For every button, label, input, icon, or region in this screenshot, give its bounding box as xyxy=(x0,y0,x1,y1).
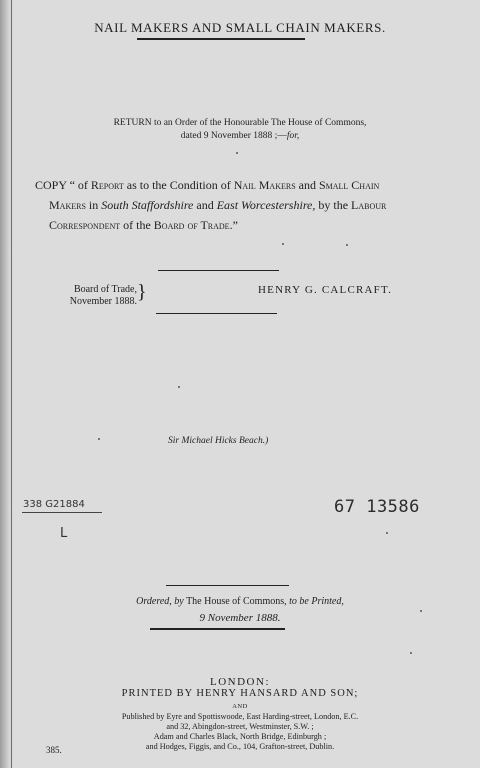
mover-name: Sir Michael Hicks Beach.) xyxy=(168,436,269,446)
return-order xyxy=(70,117,410,143)
handwritten-underline xyxy=(22,512,102,513)
return-order-date: dated 9 November 1888 ;— xyxy=(180,131,287,141)
board-line2: November 1888. xyxy=(69,296,137,307)
paper-speck xyxy=(178,386,180,388)
ordered-date: 9 November 1888. xyxy=(199,612,281,624)
paper-speck xyxy=(236,152,238,154)
imprint-printer: PRINTED BY HENRY HANSARD AND SON; xyxy=(121,688,359,699)
published-line3: Adam and Charles Black, North Bridge, Edinburgh ; xyxy=(153,732,327,741)
ordered-line1 xyxy=(0,594,480,610)
copy-close: .” xyxy=(229,218,238,232)
signature-rule-bottom xyxy=(156,313,277,314)
handwritten-mark: L xyxy=(60,526,68,541)
copy-of-the: of the xyxy=(120,218,154,232)
board-of-trade-dateline xyxy=(59,284,137,308)
paper-speck xyxy=(386,532,388,534)
paper-speck xyxy=(346,244,348,246)
copy-paragraph xyxy=(35,175,435,235)
copy-line1 xyxy=(35,175,435,195)
page-number: 385. xyxy=(46,745,62,755)
copy-lead: COPY “ of xyxy=(35,178,91,192)
ordered-rule-top xyxy=(166,585,289,586)
paper-speck xyxy=(98,438,100,440)
ordered-block xyxy=(0,594,480,626)
ordered-house: The House of Commons, xyxy=(183,596,290,607)
copy-and1: and xyxy=(295,178,319,192)
signatory-name: HENRY G. CALCRAFT. xyxy=(258,284,393,296)
ordered-by: by xyxy=(171,596,184,607)
copy-line2 xyxy=(35,195,435,215)
imprint-publishers xyxy=(0,712,480,752)
copy-small-chain: Small Chain xyxy=(318,178,380,192)
ordered-to-be-printed: to be Printed, xyxy=(289,596,344,607)
page-edge-line xyxy=(11,0,12,768)
copy-south-staffordshire: South Staffordshire xyxy=(101,198,194,212)
copy-correspondent: Correspondent xyxy=(49,218,121,232)
copy-by-the: by the xyxy=(315,198,352,212)
signature-rule-top xyxy=(158,270,279,271)
ordered-label: Ordered, xyxy=(136,596,172,607)
copy-east-worcestershire: East Worcestershire, xyxy=(216,198,316,212)
copy-and2: and xyxy=(193,198,217,212)
handwritten-reference: 338 G21884 xyxy=(23,499,85,510)
return-order-for: for, xyxy=(286,131,300,141)
copy-report: Report xyxy=(90,178,124,192)
copy-in: in xyxy=(85,198,102,212)
paper-speck xyxy=(282,243,284,245)
imprint-and: AND xyxy=(232,703,248,710)
copy-line3 xyxy=(35,215,435,235)
board-line1: Board of Trade, xyxy=(73,284,137,295)
copy-nail-makers: Nail Makers xyxy=(233,178,296,192)
ordered-rule-bottom xyxy=(150,628,285,630)
copy-makers: Makers xyxy=(49,198,86,212)
copy-board-of-trade: Board of Trade xyxy=(153,218,230,232)
paper-speck xyxy=(420,610,422,612)
title-rule xyxy=(137,38,305,40)
published-line2: and 32, Abingdon-street, Westminster, S.W. ; xyxy=(166,722,314,731)
paper-speck xyxy=(410,652,412,654)
stamp-number: 67 13586 xyxy=(334,497,420,517)
copy-as-to: as to the Condition of xyxy=(123,178,234,192)
brace-icon: } xyxy=(137,281,147,303)
imprint-city: LONDON: xyxy=(210,676,270,688)
return-order-line2 xyxy=(70,130,410,143)
published-line1: Published by Eyre and Spottiswoode, East Harding-street, London, E.C. xyxy=(121,712,359,721)
document-title: NAIL MAKERS AND SMALL CHAIN MAKERS. xyxy=(94,20,386,35)
published-line4: and Hodges, Figgis, and Co., 104, Grafton-street, Dublin. xyxy=(145,742,335,751)
return-order-line1: RETURN to an Order of the Honourable The House of Commons, xyxy=(113,118,367,128)
copy-labour: Labour xyxy=(351,198,387,212)
